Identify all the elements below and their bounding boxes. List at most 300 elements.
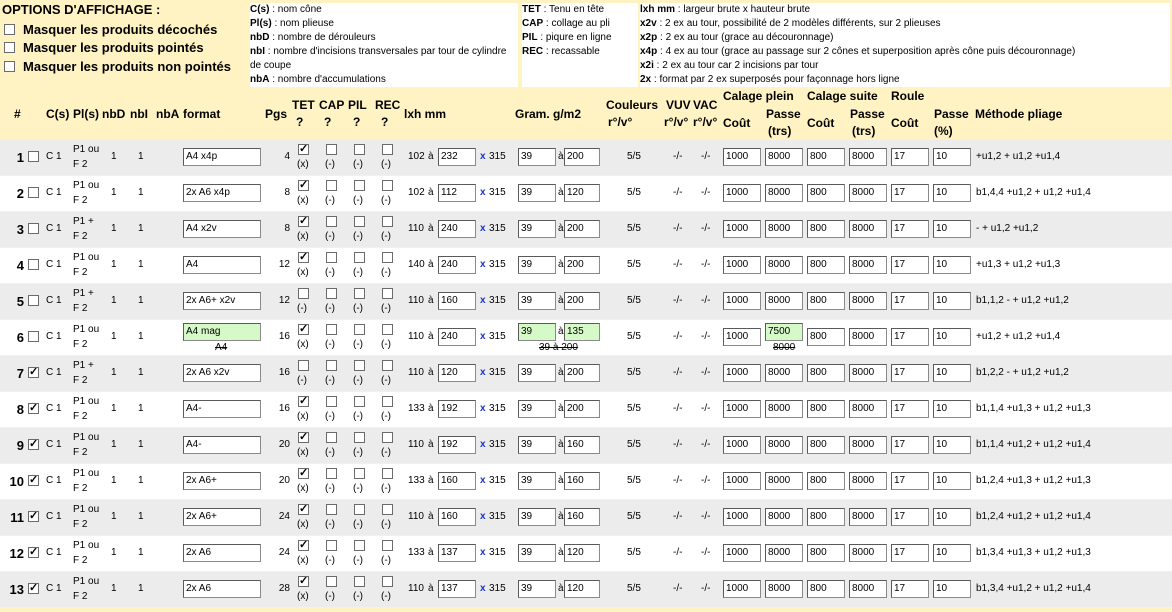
gram-max-input[interactable]: 200 [564,256,600,274]
passe-pct-input[interactable]: 10 [933,508,971,526]
calage-suite-passe-input[interactable]: 8000 [849,184,887,202]
couleurs-value: 5/5 [627,187,641,198]
legend-key: x2p [640,32,658,43]
calage-suite-passe-input[interactable]: 8000 [849,436,887,454]
vuv-value: -/- [673,403,683,414]
gram-max-input[interactable]: 200 [564,364,600,382]
roule-cout-input[interactable]: 17 [891,292,929,310]
calage-plein-passe-input[interactable]: 8000 [765,472,803,490]
pil-checkbox[interactable] [354,288,365,299]
hide-pointed-checkbox[interactable] [4,42,15,53]
calage-plein-passe-input[interactable]: 8000 [765,400,803,418]
tet-checkbox[interactable] [298,468,309,479]
option-hide-unchecked[interactable] [4,22,217,37]
gram-max-input[interactable]: 200 [564,400,600,418]
gram-a-label: à [558,151,564,162]
roule-cout-input[interactable]: 17 [891,148,929,166]
calage-suite-cout-input[interactable]: 800 [807,184,845,202]
width-max-input[interactable]: 112 [438,184,476,202]
format-input[interactable]: 2x A6+ [183,472,261,490]
calage-suite-passe-input[interactable]: 8000 [849,508,887,526]
passe-pct-input[interactable]: 10 [933,580,971,598]
calage-suite-cout-input[interactable]: 800 [807,544,845,562]
cap-checkbox[interactable] [326,288,337,299]
legend-column-2 [522,3,638,87]
roule-cout-input[interactable]: 17 [891,400,929,418]
gram-min-input[interactable]: 39 [518,472,556,490]
times-label: x [480,403,486,414]
gram-min-input[interactable]: 39 [518,400,556,418]
width-min-value: 102 [408,151,425,162]
width-max-input[interactable]: 192 [438,436,476,454]
pil-checkbox[interactable] [354,216,365,227]
calage-suite-cout-input[interactable]: 800 [807,256,845,274]
rec-state-label: (-) [381,303,391,314]
calage-suite-cout-input[interactable]: 800 [807,364,845,382]
calage-plein-cout-input[interactable]: 1000 [723,256,761,274]
gram-max-input[interactable]: 135 [564,323,600,341]
pil-checkbox[interactable] [354,252,365,263]
pil-state-label: (-) [353,159,363,170]
calage-plein-cout-input[interactable]: 1000 [723,544,761,562]
pil-checkbox[interactable] [354,468,365,479]
tet-state-label: (x) [297,591,309,602]
header-num: # [14,107,21,121]
gram-min-input[interactable]: 39 [518,256,556,274]
calage-plein-passe-input[interactable]: 8000 [765,292,803,310]
width-a-label: à [428,547,434,558]
row-select-checkbox[interactable] [28,187,39,198]
header-format: format [183,107,221,121]
roule-cout-input[interactable]: 17 [891,508,929,526]
calage-plein-passe-input[interactable]: 7500 [765,323,803,341]
calage-suite-cout-input[interactable]: 800 [807,472,845,490]
calage-suite-passe-input[interactable]: 8000 [849,544,887,562]
gram-max-input[interactable]: 120 [564,580,600,598]
row-select-checkbox[interactable] [28,439,39,450]
option-hide-not-pointed[interactable] [4,59,231,74]
header-methode: Méthode pliage [975,107,1063,121]
folder-name-line1: P1 ou [73,396,100,407]
format-input[interactable]: 2x A6 x4p [183,184,261,202]
gram-min-input[interactable]: 39 [518,364,556,382]
rec-checkbox[interactable] [382,576,393,587]
gram-max-input[interactable]: 200 [564,292,600,310]
height-value: 315 [489,511,506,522]
calage-suite-cout-input[interactable]: 800 [807,328,845,346]
roule-cout-input[interactable]: 17 [891,436,929,454]
format-input[interactable]: A4 [183,256,261,274]
format-input[interactable]: 2x A6 [183,580,261,598]
vac-value: -/- [701,547,711,558]
width-min-value: 110 [408,511,424,522]
nbd-value: 1 [111,259,117,270]
pil-checkbox[interactable] [354,360,365,371]
format-input[interactable]: 2x A6 [183,544,261,562]
rec-checkbox[interactable] [382,252,393,263]
pil-checkbox[interactable] [354,144,365,155]
width-max-input[interactable]: 137 [438,580,476,598]
tet-state-label: (x) [297,159,309,170]
calage-plein-cout-input[interactable]: 1000 [723,472,761,490]
row-select-checkbox[interactable] [28,295,39,306]
passe-pct-input[interactable]: 10 [933,292,971,310]
nbi-value: 1 [138,547,144,558]
tet-checkbox[interactable] [298,180,309,191]
roule-cout-input[interactable]: 17 [891,184,929,202]
width-max-input[interactable]: 160 [438,292,476,310]
calage-suite-cout-input[interactable]: 800 [807,508,845,526]
tet-checkbox[interactable] [298,216,309,227]
calage-suite-cout-input[interactable]: 800 [807,400,845,418]
calage-suite-passe-input[interactable]: 8000 [849,472,887,490]
roule-cout-input[interactable]: 17 [891,364,929,382]
option-hide-pointed[interactable] [4,40,204,55]
row-number: 6 [16,330,24,345]
cap-checkbox[interactable] [326,180,337,191]
roule-cout-input[interactable]: 17 [891,256,929,274]
pil-state-label: (-) [353,195,363,206]
roule-cout-input[interactable]: 17 [891,328,929,346]
nbi-value: 1 [138,151,144,162]
display-options-panel [0,0,1172,90]
pil-checkbox[interactable] [354,396,365,407]
cap-state-label: (-) [325,339,335,350]
passe-pct-input[interactable]: 10 [933,436,971,454]
width-max-input[interactable]: 240 [438,256,476,274]
passe-pct-input[interactable]: 10 [933,256,971,274]
pil-state-label: (-) [353,519,363,530]
tet-state-label: (-) [297,303,307,314]
passe-pct-input[interactable]: 10 [933,148,971,166]
calage-plein-cout-input[interactable]: 1000 [723,184,761,202]
rec-checkbox[interactable] [382,504,393,515]
cap-checkbox[interactable] [326,576,337,587]
couleurs-value: 5/5 [627,475,641,486]
cap-checkbox[interactable] [326,396,337,407]
format-input[interactable]: A4 mag [183,323,261,341]
gram-max-input[interactable]: 160 [564,436,600,454]
calage-plein-cout-input[interactable]: 1000 [723,148,761,166]
pil-checkbox[interactable] [354,180,365,191]
hide-unchecked-checkbox[interactable] [4,24,15,35]
format-input[interactable]: 2x A6 x2v [183,364,261,382]
legend-key: REC [522,46,544,57]
pages-value: 8 [284,223,290,234]
cap-checkbox[interactable] [326,252,337,263]
tet-checkbox[interactable] [298,144,309,155]
format-input[interactable]: 2x A6+ x2v [183,292,261,310]
calage-plein-passe-input[interactable]: 8000 [765,220,803,238]
tet-checkbox[interactable] [298,540,309,551]
passe-pct-input[interactable]: 10 [933,544,971,562]
width-a-label: à [428,151,434,162]
gram-min-input[interactable]: 39 [518,508,556,526]
row-number: 3 [16,222,24,237]
tet-checkbox[interactable] [298,432,309,443]
calage-suite-passe-input[interactable]: 8000 [849,292,887,310]
cap-state-label: (-) [325,231,335,242]
rec-state-label: (-) [381,375,391,386]
row-select-checkbox[interactable] [28,151,39,162]
calage-suite-passe-input[interactable]: 8000 [849,148,887,166]
gram-max-input[interactable]: 120 [564,184,600,202]
row-number: 12 [9,546,24,561]
gram-min-input[interactable]: 39 [518,148,556,166]
cap-state-label: (-) [325,447,335,458]
passe-pct-input[interactable]: 10 [933,220,971,238]
width-a-label: à [428,223,434,234]
tet-checkbox[interactable] [298,504,309,515]
calage-suite-cout-input[interactable]: 800 [807,148,845,166]
methode-pliage-value: b1,2,4 +u1,3 + u1,2 +u1,3 [976,475,1091,486]
table-row [0,392,1172,427]
tet-state-label: (x) [297,195,309,206]
calage-plein-passe-input[interactable]: 8000 [765,256,803,274]
times-label: x [480,439,486,450]
pages-value: 4 [284,151,290,162]
header-cap: CAP [319,98,345,112]
rec-checkbox[interactable] [382,324,393,335]
format-input[interactable]: A4 x2v [183,220,261,238]
tet-state-label: (x) [297,411,309,422]
row-number: 9 [16,438,24,453]
calage-suite-cout-input[interactable]: 800 [807,220,845,238]
times-label: x [480,295,486,306]
nbi-value: 1 [138,259,144,270]
calage-suite-passe-input[interactable]: 8000 [849,220,887,238]
calage-suite-passe-input[interactable]: 8000 [849,256,887,274]
pil-checkbox[interactable] [354,432,365,443]
cone-name: C 1 [46,295,62,306]
roule-cout-input[interactable]: 17 [891,580,929,598]
gram-min-input[interactable]: 39 [518,580,556,598]
times-label: x [480,151,486,162]
height-value: 315 [489,439,506,450]
tet-checkbox[interactable] [298,396,309,407]
rec-checkbox[interactable] [382,468,393,479]
gram-a-label: à [558,475,564,486]
vac-value: -/- [701,151,711,162]
tet-checkbox[interactable] [298,324,309,335]
passe-pct-input[interactable]: 10 [933,328,971,346]
header-vac: VAC [693,98,718,112]
header-tet: TET [292,98,315,112]
header-vuv: VUV [666,98,691,112]
gram-a-label: à [558,223,564,234]
vuv-value: -/- [673,223,683,234]
calage-suite-passe-input[interactable]: 8000 [849,400,887,418]
rec-checkbox[interactable] [382,180,393,191]
calage-plein-passe-input[interactable]: 8000 [765,184,803,202]
gram-max-input[interactable]: 200 [564,148,600,166]
nbi-value: 1 [138,223,144,234]
table-header [0,89,1172,138]
header-vac-rv: r°/v° [693,115,718,129]
rec-checkbox[interactable] [382,432,393,443]
cap-checkbox[interactable] [326,504,337,515]
calage-plein-cout-input[interactable]: 1000 [723,364,761,382]
couleurs-value: 5/5 [627,151,641,162]
rec-checkbox[interactable] [382,360,393,371]
header-calage-suite: Calage suite [807,89,878,103]
rec-checkbox[interactable] [382,540,393,551]
row-select-checkbox[interactable] [28,367,39,378]
passe-pct-input[interactable]: 10 [933,400,971,418]
gram-min-input[interactable]: 39 [518,544,556,562]
header-pgs: Pgs [265,107,288,121]
cone-name: C 1 [46,439,62,450]
gram-max-input[interactable]: 120 [564,544,600,562]
legend-text: : nombre d'incisions transversales par tour de cylindre de coupe [250,46,507,71]
width-max-input[interactable]: 160 [438,472,476,490]
gram-min-input[interactable]: 39 [518,220,556,238]
calage-suite-cout-input[interactable]: 800 [807,292,845,310]
folder-name-line1: P1 + [73,360,94,371]
width-a-label: à [428,295,434,306]
folder-name-line1: P1 ou [73,180,100,191]
calage-suite-passe-input[interactable]: 8000 [849,328,887,346]
row-select-checkbox[interactable] [28,223,39,234]
tet-checkbox[interactable] [298,252,309,263]
format-input[interactable]: 2x A6+ [183,508,261,526]
nbi-value: 1 [138,583,144,594]
folder-name-line1: P1 ou [73,468,100,479]
nbd-value: 1 [111,295,117,306]
calage-plein-passe-input[interactable]: 8000 [765,364,803,382]
vac-value: -/- [701,511,711,522]
cap-checkbox[interactable] [326,432,337,443]
row-select-checkbox[interactable] [28,331,39,342]
calage-suite-cout-input[interactable]: 800 [807,436,845,454]
width-max-input[interactable]: 240 [438,328,476,346]
methode-pliage-value: b1,2,2 - + u1,2 +u1,2 [976,367,1069,378]
gram-max-input[interactable]: 160 [564,508,600,526]
tet-state-label: (x) [297,231,309,242]
legend-text: : 2 ex au tour (grace au découronnage) [657,32,834,43]
folder-name-line1: P1 ou [73,504,100,515]
rec-checkbox[interactable] [382,396,393,407]
calage-plein-passe-input[interactable]: 8000 [765,436,803,454]
tet-checkbox[interactable] [298,576,309,587]
row-number: 11 [10,510,24,525]
roule-cout-input[interactable]: 17 [891,544,929,562]
pil-checkbox[interactable] [354,324,365,335]
row-select-checkbox[interactable] [28,583,39,594]
legend-column-3 [640,3,1170,87]
row-select-checkbox[interactable] [28,259,39,270]
cap-checkbox[interactable] [326,360,337,371]
width-max-input[interactable]: 192 [438,400,476,418]
pil-state-label: (-) [353,267,363,278]
calage-plein-cout-input[interactable]: 1000 [723,580,761,598]
calage-suite-passe-input[interactable]: 8000 [849,364,887,382]
calage-plein-cout-input[interactable]: 1000 [723,328,761,346]
table-row [0,536,1172,571]
legend-text: : 4 ex au tour (grace au passage sur 2 cônes et superposition après cône puis découronnage) [657,46,1076,57]
width-max-input[interactable]: 232 [438,148,476,166]
row-select-checkbox[interactable] [28,403,39,414]
cone-name: C 1 [46,331,62,342]
row-select-checkbox[interactable] [28,547,39,558]
rec-checkbox[interactable] [382,288,393,299]
rec-checkbox[interactable] [382,216,393,227]
pages-value: 16 [278,403,290,414]
cap-checkbox[interactable] [326,216,337,227]
format-input[interactable]: A4- [183,436,261,454]
nbd-value: 1 [111,583,117,594]
pil-state-label: (-) [353,591,363,602]
nbd-value: 1 [111,511,117,522]
folder-name-line1: P1 ou [73,144,100,155]
width-max-input[interactable]: 240 [438,220,476,238]
width-max-input[interactable]: 137 [438,544,476,562]
gram-max-input[interactable]: 200 [564,220,600,238]
width-min-value: 110 [408,439,424,450]
calage-plein-passe-input[interactable]: 8000 [765,508,803,526]
row-select-checkbox[interactable] [28,475,39,486]
nbi-value: 1 [138,403,144,414]
gram-min-input[interactable]: 39 [518,292,556,310]
format-input[interactable]: A4- [183,400,261,418]
gram-min-input[interactable]: 39 [518,436,556,454]
width-max-input[interactable]: 160 [438,508,476,526]
roule-cout-input[interactable]: 17 [891,220,929,238]
cap-checkbox[interactable] [326,540,337,551]
gram-min-input[interactable]: 39 [518,184,556,202]
cap-checkbox[interactable] [326,144,337,155]
calage-plein-cout-input[interactable]: 1000 [723,292,761,310]
passe-pct-input[interactable]: 10 [933,364,971,382]
tet-checkbox[interactable] [298,288,309,299]
row-number: 4 [16,258,24,273]
passe-pct-input[interactable]: 10 [933,184,971,202]
tet-checkbox[interactable] [298,360,309,371]
methode-pliage-value: b1,3,4 +u1,2 + u1,2 +u1,4 [976,583,1091,594]
passe-pct-input[interactable]: 10 [933,472,971,490]
width-max-input[interactable]: 120 [438,364,476,382]
pages-value: 8 [284,187,290,198]
calage-plein-cout-input[interactable]: 1000 [723,436,761,454]
calage-suite-cout-input[interactable]: 800 [807,580,845,598]
gram-min-input[interactable]: 39 [518,323,556,341]
roule-cout-input[interactable]: 17 [891,472,929,490]
calage-plein-passe-input[interactable]: 8000 [765,148,803,166]
pil-checkbox[interactable] [354,540,365,551]
calage-plein-cout-input[interactable]: 1000 [723,400,761,418]
calage-plein-passe-input[interactable]: 8000 [765,544,803,562]
calage-plein-cout-input[interactable]: 1000 [723,508,761,526]
pil-checkbox[interactable] [354,576,365,587]
legend-text: : 2 ex au tour, possibilité de 2 modèles différents, sur 2 plieuses [656,18,941,29]
calage-plein-cout-input[interactable]: 1000 [723,220,761,238]
cap-checkbox[interactable] [326,468,337,479]
pages-value: 12 [278,259,290,270]
folder-name-line1: P1 ou [73,252,100,263]
hide-not-pointed-checkbox[interactable] [4,61,15,72]
format-input[interactable]: A4 x4p [183,148,261,166]
methode-pliage-value: b1,1,4 +u1,3 + u1,2 +u1,3 [976,403,1091,414]
gram-max-input[interactable]: 160 [564,472,600,490]
width-a-label: à [428,583,434,594]
pil-checkbox[interactable] [354,504,365,515]
cap-checkbox[interactable] [326,324,337,335]
header-couleurs: Couleurs [606,98,659,112]
rec-checkbox[interactable] [382,144,393,155]
row-select-checkbox[interactable] [28,511,39,522]
calage-suite-passe-input[interactable]: 8000 [849,580,887,598]
calage-plein-passe-input[interactable]: 8000 [765,580,803,598]
